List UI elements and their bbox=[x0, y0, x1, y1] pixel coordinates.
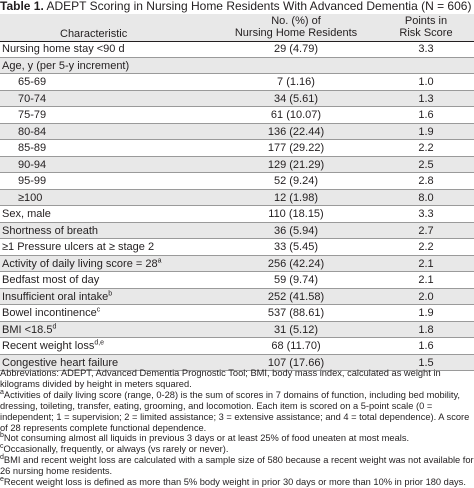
row-count: 68 (11.70) bbox=[271, 340, 321, 352]
table-row bbox=[0, 272, 474, 289]
table-row bbox=[0, 206, 474, 223]
row-points: 1.6 bbox=[418, 109, 434, 121]
header-characteristic: Characteristic bbox=[60, 28, 128, 40]
row-points: 2.5 bbox=[418, 158, 434, 171]
row-count: 107 (17.66) bbox=[267, 356, 325, 369]
row-characteristic: Age, y (per 5-y increment) bbox=[2, 59, 130, 72]
table-row bbox=[0, 107, 474, 124]
footnote bbox=[0, 368, 474, 390]
row-characteristic: 85-89 bbox=[18, 142, 47, 154]
footnote-mark: c bbox=[0, 443, 4, 451]
row-points: 1.6 bbox=[418, 340, 434, 352]
table-body bbox=[0, 41, 474, 371]
footnote-text: Occasionally, frequently, or always (vs rarely or never). bbox=[3, 444, 229, 455]
footnote bbox=[0, 444, 474, 455]
table-row bbox=[0, 41, 474, 58]
table-row bbox=[0, 74, 474, 91]
row-points: 2.2 bbox=[418, 142, 434, 154]
table-row bbox=[0, 289, 474, 306]
footnote-mark: e bbox=[0, 475, 4, 483]
row-count: 252 (41.58) bbox=[267, 290, 325, 303]
row-count: 36 (5.94) bbox=[273, 224, 319, 237]
row-count: 129 (21.29) bbox=[267, 158, 325, 171]
row-count: 136 (22.44) bbox=[267, 125, 325, 138]
row-characteristic: ≥1 Pressure ulcers at ≥ stage 2 bbox=[2, 241, 155, 253]
row-characteristic: Sex, male bbox=[2, 208, 51, 220]
table-row bbox=[0, 91, 474, 108]
row-count: 59 (9.74) bbox=[273, 274, 319, 286]
header-points-line2: Risk Score bbox=[399, 27, 453, 39]
table-row bbox=[0, 338, 474, 355]
row-points: 1.9 bbox=[418, 307, 434, 319]
row-characteristic: Bedfast most of day bbox=[2, 274, 100, 286]
row-points: 2.1 bbox=[418, 257, 434, 270]
row-count: 29 (4.79) bbox=[273, 43, 319, 55]
row-characteristic: Insufficient oral intake$^b$ bbox=[2, 289, 113, 303]
row-footnote-mark: b bbox=[108, 289, 113, 297]
row-characteristic: Shortness of breath bbox=[2, 224, 99, 237]
table-row bbox=[0, 173, 474, 190]
footnote-text: Not consuming almost all liquids in previous 3 days or at least 25% of food uneaten at most meals. bbox=[3, 433, 410, 444]
row-points: 2.1 bbox=[418, 274, 434, 286]
header-points-line1: Points in bbox=[404, 15, 448, 27]
table-row bbox=[0, 140, 474, 157]
row-characteristic: 80-84 bbox=[18, 125, 47, 138]
row-characteristic: BMI <18.5$^d$ bbox=[2, 322, 57, 336]
row-characteristic: 70-74 bbox=[18, 92, 47, 105]
row-count: 7 (1.16) bbox=[277, 76, 315, 88]
row-points: 2.7 bbox=[418, 224, 434, 237]
table-row bbox=[0, 190, 474, 207]
footnote bbox=[0, 433, 474, 444]
footnote-text: Abbreviations: ADEPT, Advanced Dementia Prognostic Tool; BMI, body mass index, calculated as weight in kilograms divided by height in meters squared. bbox=[0, 368, 441, 389]
table-row bbox=[0, 157, 474, 174]
row-count: 31 (5.12) bbox=[273, 323, 319, 336]
row-characteristic: ≥100 bbox=[18, 191, 43, 204]
table-row bbox=[0, 256, 474, 273]
table-caption: ADEPT Scoring in Nursing Home Residents With Advanced Dementia (N = 606) bbox=[46, 0, 472, 13]
row-characteristic: Recent weight loss$^{d,e}$ bbox=[2, 339, 105, 352]
table-row bbox=[0, 223, 474, 240]
footnote-text: Activities of daily living score (range, 0-28) is the sum of scores in 7 domains of function, including bed mobility, dressing, toileting, transfer, eating, grooming, and locomotion. Each item is scored on a 5-point scale (0 = independent; 1 = supervision; 2 = limited assistance; 3 = extensive assistance; and 4 = total dependence). A score of 28 represents complete functional dependence. bbox=[0, 389, 470, 433]
footnote-mark: a bbox=[0, 388, 4, 396]
header-points bbox=[380, 15, 472, 39]
row-points: 1.0 bbox=[418, 76, 434, 88]
footnote bbox=[0, 477, 474, 488]
row-count: 256 (42.24) bbox=[267, 257, 325, 270]
table-title bbox=[0, 0, 474, 13]
row-points: 8.0 bbox=[418, 191, 434, 204]
header-count bbox=[225, 15, 367, 39]
row-footnote-mark: d bbox=[52, 322, 57, 330]
footnote bbox=[0, 455, 474, 477]
row-characteristic: 75-79 bbox=[18, 109, 47, 121]
row-points: 1.3 bbox=[418, 92, 434, 105]
row-points: 2.0 bbox=[418, 290, 434, 303]
row-points: 3.3 bbox=[418, 43, 434, 55]
table-header bbox=[0, 14, 474, 41]
row-points: 1.8 bbox=[418, 323, 434, 336]
row-count: 12 (1.98) bbox=[273, 191, 319, 204]
table-row bbox=[0, 305, 474, 322]
row-points: 2.2 bbox=[418, 241, 434, 253]
footnote-mark: b bbox=[0, 432, 4, 440]
row-footnote-mark: d,e bbox=[94, 339, 105, 347]
table-row bbox=[0, 239, 474, 256]
footnote bbox=[0, 390, 474, 434]
row-characteristic: 90-94 bbox=[18, 158, 47, 171]
row-footnote-mark: a bbox=[157, 256, 162, 264]
row-points: 2.8 bbox=[418, 175, 434, 187]
row-characteristic: Activity of daily living score = $28^a$ bbox=[2, 256, 162, 270]
table-row bbox=[0, 58, 474, 75]
header-count-line2: Nursing Home Residents bbox=[234, 27, 358, 39]
row-footnote-mark: c bbox=[96, 306, 101, 314]
row-characteristic: 95-99 bbox=[18, 175, 47, 187]
footnote-text: Recent weight loss is defined as more than 5% body weight in prior 30 days or more than 10% in prior 180 days. bbox=[3, 477, 466, 488]
row-characteristic: Nursing home stay <90 d bbox=[2, 43, 125, 55]
row-points: 1.9 bbox=[418, 125, 434, 138]
table-row bbox=[0, 322, 474, 339]
row-characteristic: 65-69 bbox=[18, 76, 47, 88]
table-number: Table 1. bbox=[0, 0, 44, 13]
row-count: 537 (88.61) bbox=[267, 307, 325, 319]
row-count: 61 (10.07) bbox=[270, 109, 322, 121]
footnotes bbox=[0, 368, 474, 488]
row-points: 3.3 bbox=[418, 208, 434, 220]
row-characteristic: Bowel incontinence$^c$ bbox=[2, 306, 101, 319]
row-characteristic: Congestive heart failure bbox=[2, 356, 119, 369]
footnote-mark: d bbox=[0, 454, 4, 462]
row-count: 52 (9.24) bbox=[273, 175, 319, 187]
row-points: 1.5 bbox=[418, 356, 434, 369]
header-count-line1: No. (%) of bbox=[271, 15, 321, 27]
row-count: 34 (5.61) bbox=[273, 92, 319, 105]
row-count: 110 (18.15) bbox=[268, 208, 324, 220]
row-count: 177 (29.22) bbox=[267, 142, 325, 154]
row-count: 33 (5.45) bbox=[273, 241, 319, 253]
footnote-text: BMI and recent weight loss are calculated with a sample size of 580 because a recent weight was not available for 26 nursing home residents. bbox=[0, 455, 474, 477]
table-row bbox=[0, 124, 474, 141]
